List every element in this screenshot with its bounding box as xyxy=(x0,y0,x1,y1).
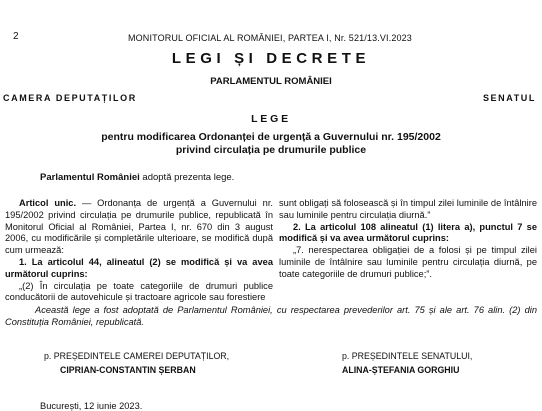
preamble-rest: adoptă prezenta lege. xyxy=(139,172,235,183)
page-number: 2 xyxy=(13,31,19,42)
law-title-line1: pentru modificarea Ordonanței de urgență a Guvernului nr. 195/2002 xyxy=(101,131,441,143)
issuer: PARLAMENTUL ROMÂNIEI xyxy=(210,76,332,87)
preamble-bold: Parlamentul României xyxy=(40,172,140,183)
monitor-header: MONITORUL OFICIAL AL ROMÂNIEI, PARTEA I, Nr. 521/13.VI.2023 xyxy=(128,33,412,43)
amendment-point-1: 1. La articolul 44, alineatul (2) se modifică și va avea următorul cuprins: xyxy=(5,256,273,279)
chamber-left: CAMERA DEPUTAȚILOR xyxy=(3,93,137,103)
text-column-left xyxy=(5,198,273,304)
preamble xyxy=(40,172,234,183)
article-intro xyxy=(5,198,273,257)
adoption-statement: Această lege a fost adoptată de Parlamentul României, cu respectarea prevederilor art. 75 și ale art. 76 alin. (2) din Constituția României, republicată. xyxy=(5,305,537,327)
signature-left-title: p. PREȘEDINTELE CAMEREI DEPUTAȚILOR, xyxy=(44,351,230,361)
text-column-right xyxy=(279,198,537,281)
place-date: București, 12 iunie 2023. xyxy=(40,401,143,411)
signature-right-name: ALINA-ȘTEFANIA GORGHIU xyxy=(342,365,460,375)
amendment-quote-1: „(2) În circulația pe toate categoriile de drumuri publice conducătorii de autovehicule și tractoare agricole sau forestiere xyxy=(5,280,273,303)
amendment-quote-2: „7. nerespectarea obligației de a folosi și pe timpul zilei luminile de întâlnire sau luminile pentru circulația diurnă, pe toate categoriile de drumuri publice;”. xyxy=(279,245,537,279)
article-label: Articol unic. xyxy=(19,198,77,208)
column-continuation-space: sunt obligați să folosească și în timpul zilei luminile de întâlnire sau luminile pentru circulația diurnă.” xyxy=(279,198,537,220)
signature-right-title: p. PREȘEDINTELE SENATULUI, xyxy=(342,351,473,361)
law-type: LEGE xyxy=(251,113,291,125)
law-title-line2: privind circulația pe drumurile publice xyxy=(175,144,367,156)
section-title: LEGI ȘI DECRETE xyxy=(171,50,371,67)
signature-left-name: CIPRIAN-CONSTANTIN ȘERBAN xyxy=(60,365,196,375)
chamber-right: SENATUL xyxy=(482,93,536,103)
article-intro-text: — Ordonanța de urgență a Guvernului nr. 195/2002 privind circulația pe drumurile publice, republicată în Monitorul Oficial al României, Partea I, nr. 670 din 3 august 2006, cu modificările și completările ulterioare, se modifică după cum urmează: xyxy=(5,198,273,256)
amendment-point-2: 2. La articolul 108 alineatul (1) litera a), punctul 7 se modifică și va avea următorul cuprins: xyxy=(279,221,537,244)
